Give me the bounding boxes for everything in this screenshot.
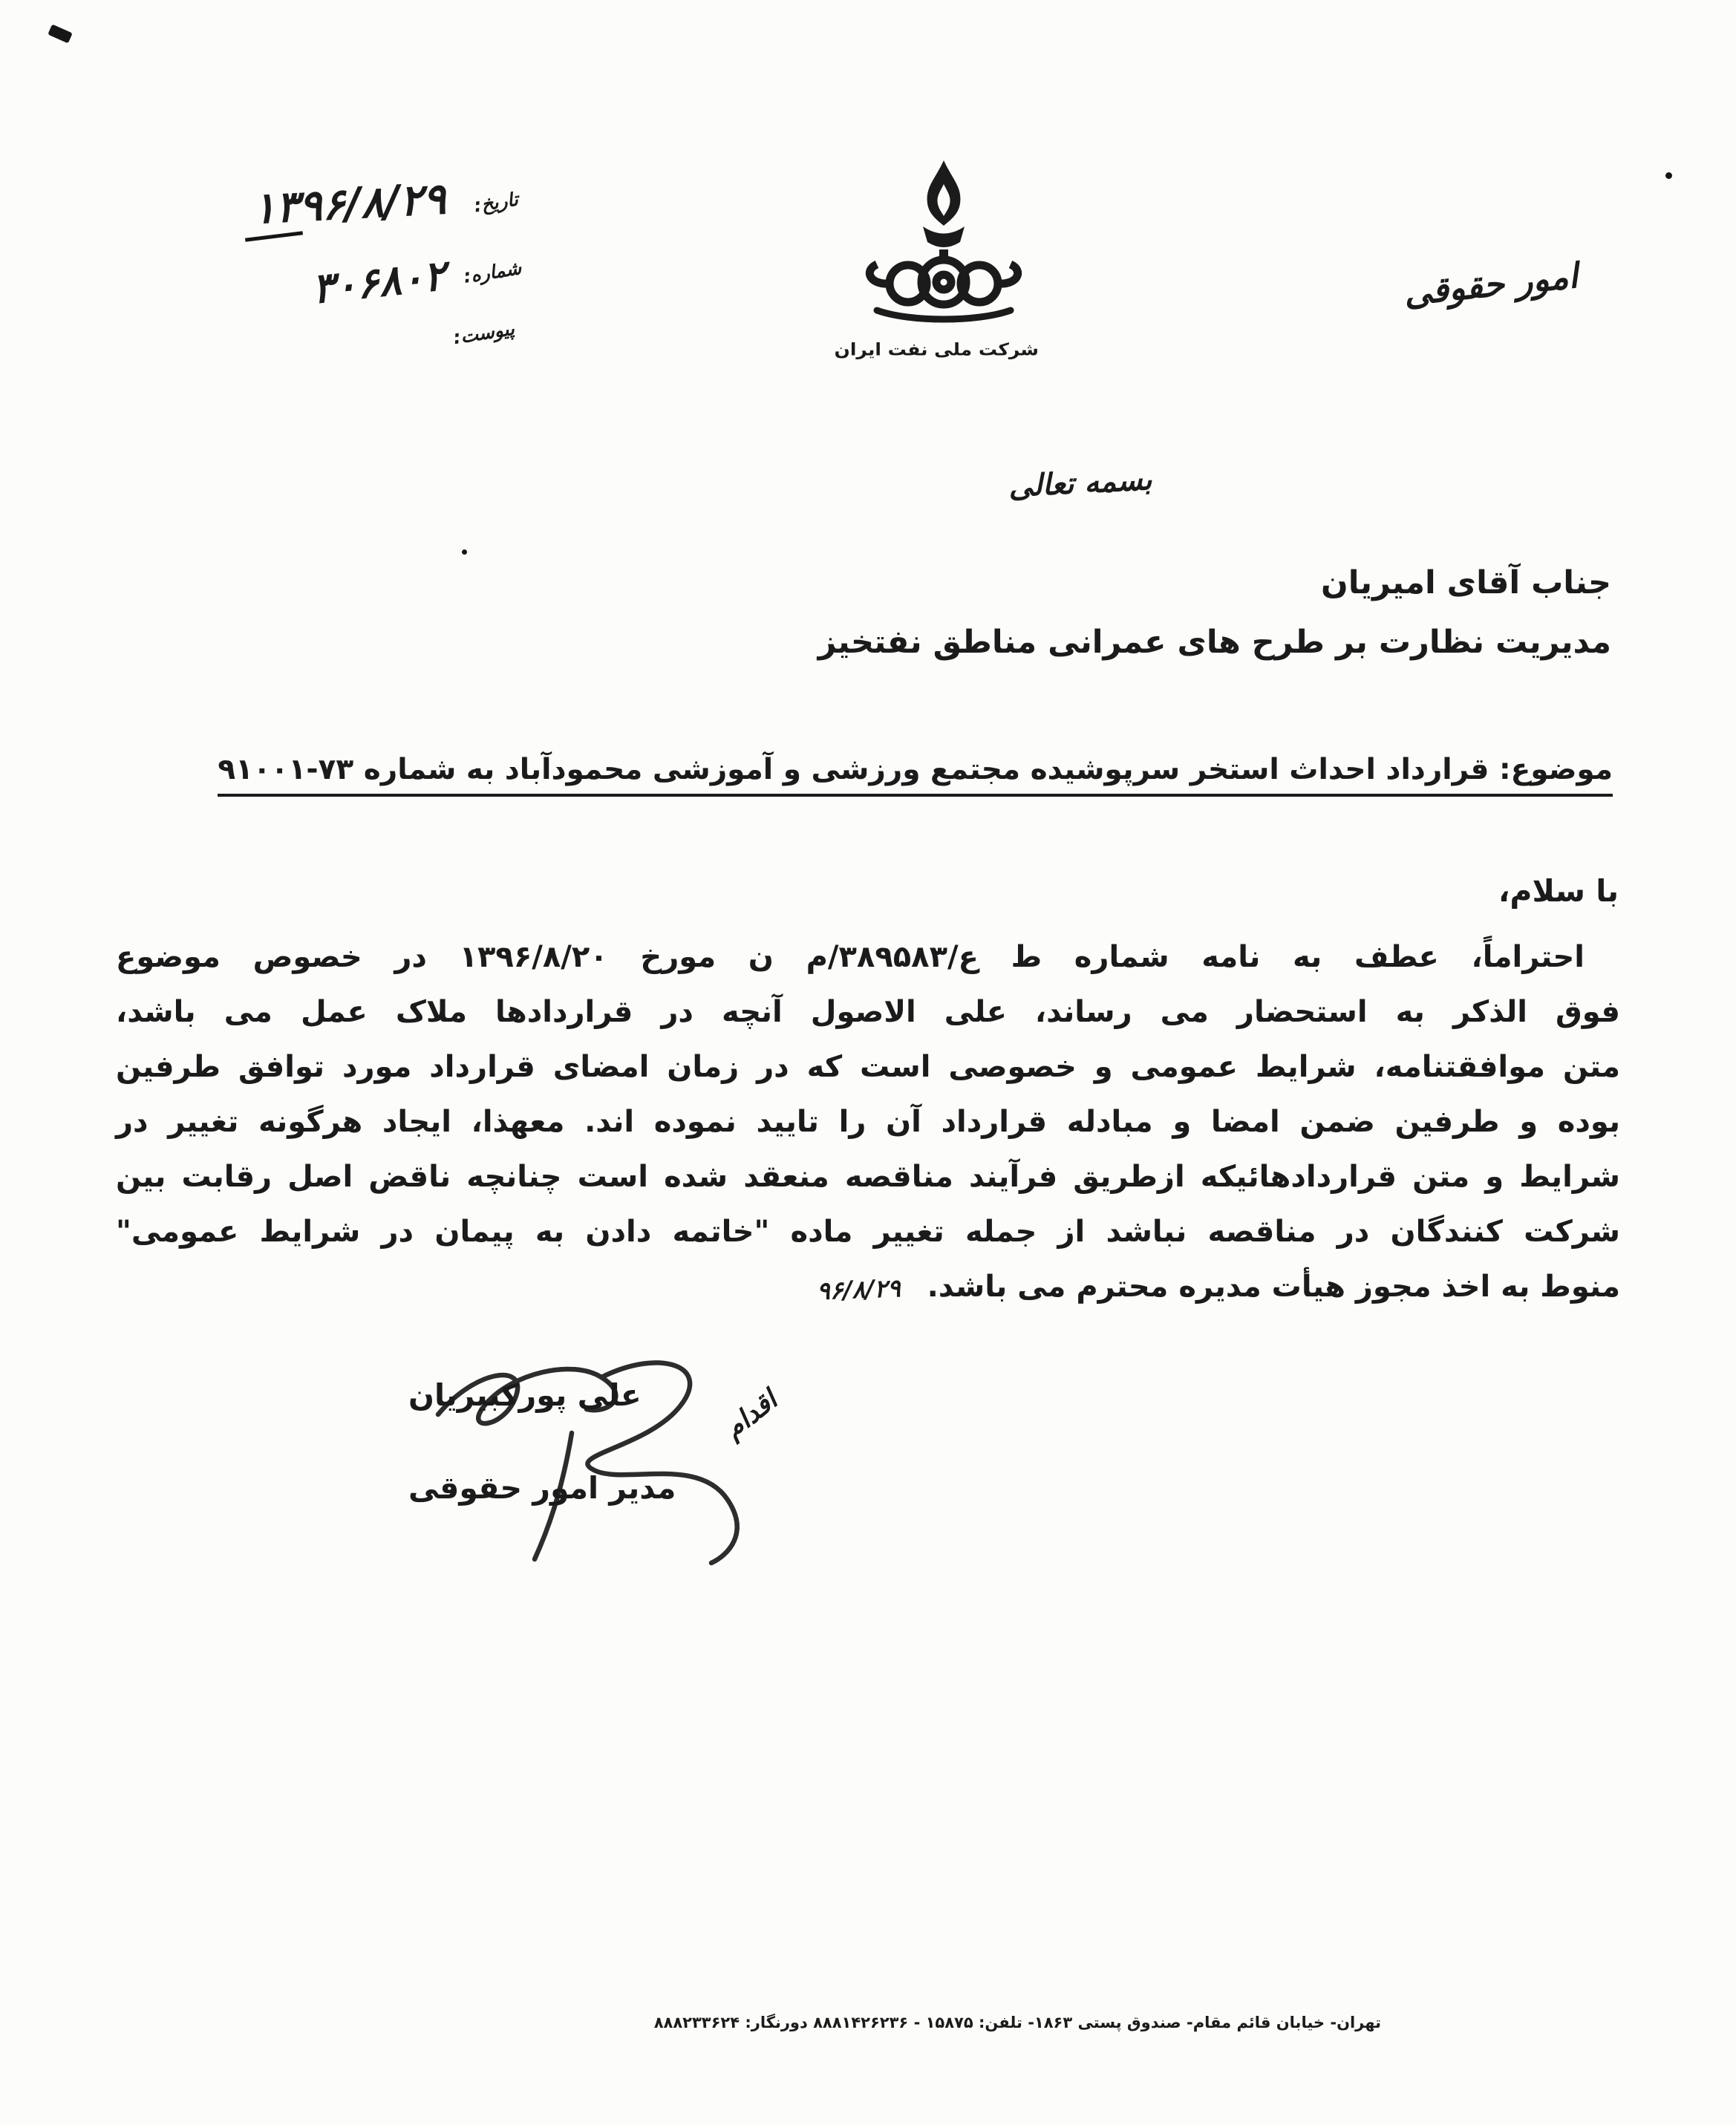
signer-name: علی پورکبیریان [408,1377,642,1413]
signature-side-note: اقدام [718,1385,783,1445]
stamp-date-value: ۱۳۹۶/۸/۲۹ [251,173,448,234]
recipient-name: جناب آقای امیریان [1321,564,1611,601]
letter-body [116,930,1620,1316]
body-closing-text: منوط به اخذ مجوز هیأت مدیره محترم می باشد. [927,1270,1620,1304]
body-line: شرکت کنندگان در مناقصه نباشد از جمله تغییر ماده "خاتمه دادن به پیمان در شرایط عمومی" [116,1215,1620,1249]
subject-line: موضوع: قرارداد احداث استخر سرپوشیده مجتمع ورزشی و آموزشی محمودآباد به شماره ۷۳-۹۱۰۰۱ [218,753,1613,797]
scan-speck [462,549,467,555]
body-line: احتراماً، عطف به نامه شماره ط ع/۳۸۹۵۸۳/م ن مورخ ۱۳۹۶/۸/۲۰ در خصوص موضوع [116,940,1585,974]
stamp-date-label: تاریخ: [472,188,520,217]
signer-title: مدیر امور حقوقی [408,1470,676,1506]
department-note-handwriting: امور حقوقی [1401,255,1580,314]
nioc-flame-emblem-icon [849,157,1039,337]
signature-scribble-icon [416,1344,802,1574]
handwritten-end-date: ۹۶/۸/۲۹ [816,1273,901,1305]
stamp-attachment-label: پیوست: [451,317,516,349]
recipient-title: مدیریت نظارت بر طرح های عمرانی مناطق نفتخیز [818,624,1611,661]
footer-address: تهران- خیابان قائم مقام- صندوق پستی ۱۸۶۳- تلفن: ۱۵۸۷۵ - ۸۸۸۱۴۲۶۲۳۶ دورنگار: ۸۸۸۲۳۳۶۲۴ [653,2014,1381,2031]
signature-block [386,1359,891,1596]
stamp-number-value: ۳۰۶۸۰۲ [310,251,448,314]
scan-speck [1665,172,1672,179]
salutation: با سلام، [1498,873,1619,909]
company-name: شرکت ملی نفت ایران [834,339,1039,359]
body-line [116,1259,1620,1316]
scan-artifact [48,25,73,44]
body-line: متن موافقتنامه، شرایط عمومی و خصوصی است که در زمان امضای قرارداد مورد توافق طرفین [116,1050,1620,1084]
body-line: فوق الذکر به استحضار می رساند، علی الاصول آنچه در قراردادها ملاک عمل می باشد، [116,995,1620,1029]
besmele-handwriting: بسمه تعالی [1007,462,1153,505]
body-line: بوده و طرفین ضمن امضا و مبادله قرارداد آن را تایید نموده اند. معهذا، ایجاد هرگونه تغییر در [116,1105,1620,1139]
stamp-number-label: شماره: [462,257,523,287]
company-logo [834,157,1039,360]
body-line: شرایط و متن قراردادهائیکه ازطریق فرآیند مناقصه منعقد شده است چنانچه ناقض اصل رقابت بین [116,1160,1620,1194]
